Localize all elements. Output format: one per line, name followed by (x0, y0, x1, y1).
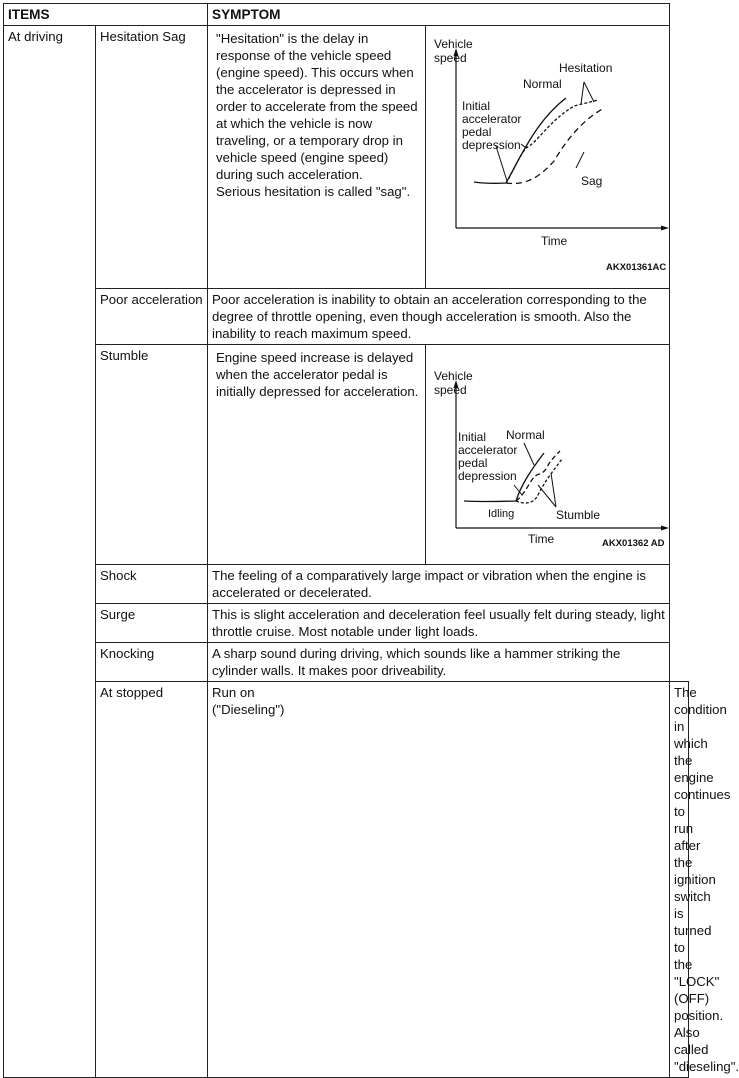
initial-label-3: pedal (462, 125, 492, 139)
row-run-on (4, 682, 689, 1078)
initial-label-1: Initial (458, 430, 487, 444)
initial-leader (521, 144, 526, 148)
group-at-driving: At driving (4, 26, 96, 1078)
row-knocking (4, 643, 689, 682)
row-poor-acceleration (4, 289, 689, 345)
symptom-run-on: The condition in which the engine continues to run after the ignition switch is turned to the "LOCK" (OFF) position. Also called "dieseling". (670, 682, 689, 1078)
normal-label: Normal (523, 77, 562, 91)
x-label: Time (528, 532, 555, 546)
hesitation-desc-2: Serious hesitation is called "sag". (216, 184, 411, 199)
row-surge (4, 604, 689, 643)
item-hesitation: Hesitation Sag (96, 26, 208, 289)
initial-label-2: accelerator (458, 443, 518, 457)
item-run-on-line2: ("Dieseling") (212, 702, 285, 717)
row-shock (4, 565, 689, 604)
y-label-2: speed (434, 383, 467, 397)
y-label-1: Vehicle (434, 369, 473, 383)
x-axis-arrow (661, 226, 669, 231)
initial-label-4: depression (458, 469, 517, 483)
normal-leader (524, 443, 534, 465)
hesitation-leader (581, 82, 584, 104)
item-poor-acceleration: Poor acceleration (96, 289, 208, 345)
initial-label-2: accelerator (462, 112, 522, 126)
stumble-label: Stumble (556, 508, 601, 522)
item-surge: Surge (96, 604, 208, 643)
x-axis-arrow (661, 526, 669, 531)
hesitation-label: Hesitation (559, 61, 613, 75)
initial-label-4: depression (462, 138, 521, 152)
stumble-desc: Engine speed increase is delayed when the accelerator pedal is initially depressed for acceleration. (216, 350, 419, 399)
hesitation-leader-2 (584, 82, 594, 102)
symptom-knocking: A sharp sound during driving, which sounds like a hammer striking the cylinder walls. It makes poor driveability. (208, 643, 670, 682)
symptom-stumble (208, 345, 670, 565)
initial-label-3: pedal (458, 456, 488, 470)
hesitation-figure (425, 26, 680, 288)
item-run-on (208, 682, 670, 1078)
header-row (4, 4, 689, 26)
item-shock: Shock (96, 565, 208, 604)
header-symptom: SYMPTOM (208, 4, 670, 26)
hesitation-diagram (426, 26, 680, 284)
hesitation-desc: "Hesitation" is the delay in response of the vehicle speed (engine speed). This occurs when the accelerator is depressed in order to accelerate from the speed at which the vehicle is now traveling, or a temporary drop in vehicle speed (engine speed) during such acceleration. (216, 31, 418, 182)
figure-code: AKX01361AC (606, 262, 667, 273)
row-hesitation (4, 26, 689, 289)
sag-label: Sag (581, 174, 603, 188)
stumble-curve (516, 451, 560, 501)
x-label: Time (541, 234, 568, 248)
sag-leader (576, 152, 584, 168)
figure-code: AKX01362 AD (602, 538, 665, 549)
symptom-hesitation (208, 26, 670, 289)
item-knocking: Knocking (96, 643, 208, 682)
y-label-2: speed (434, 51, 467, 65)
normal-label: Normal (506, 428, 545, 442)
header-items: ITEMS (4, 4, 208, 26)
idling-label: Idling (488, 508, 515, 520)
symptom-shock: The feeling of a comparatively large impact or vibration when the engine is accelerated or decelerated. (208, 565, 670, 604)
stumble-diagram (426, 345, 680, 560)
symptom-surge: This is slight acceleration and deceleration feel usually felt during steady, light throttle cruise. Most notable under light loads. (208, 604, 670, 643)
item-run-on-line1: Run on (212, 685, 255, 700)
stumble-curve-2 (516, 459, 562, 503)
stumble-figure (425, 345, 680, 564)
group-at-stopped: At stopped (96, 682, 208, 1078)
y-label-1: Vehicle (434, 37, 473, 51)
symptom-table (3, 3, 739, 1078)
symptom-poor-acceleration: Poor acceleration is inability to obtain an acceleration corresponding to the degree of throttle opening, even though acceleration is smooth. Also the inability to reach maximum speed. (208, 289, 670, 345)
row-stumble (4, 345, 689, 565)
item-stumble: Stumble (96, 345, 208, 565)
initial-label-1: Initial (462, 99, 491, 113)
